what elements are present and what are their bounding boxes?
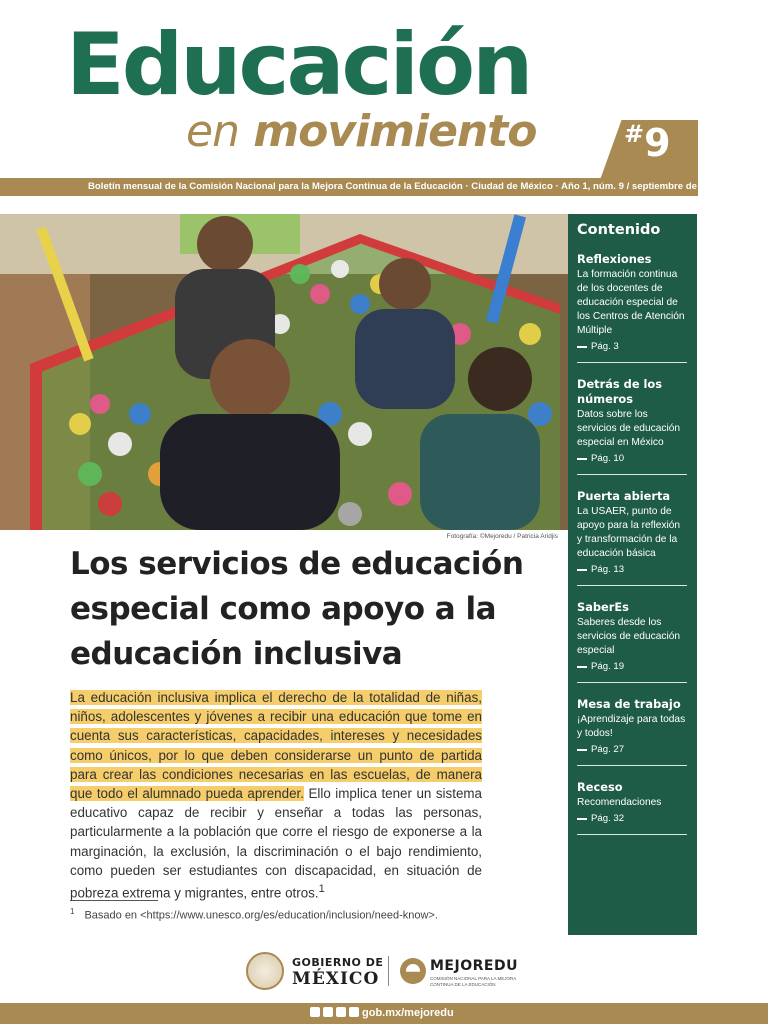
- masthead-subtitle: [186, 106, 537, 157]
- dash-icon: [577, 346, 587, 348]
- footnote-divider: [70, 900, 158, 901]
- page-label: Pág. 19: [591, 661, 625, 672]
- sidebar-title: Contenido: [577, 222, 661, 238]
- subtitle-rest: movimiento: [253, 106, 537, 157]
- subtitle-en: en: [186, 106, 239, 157]
- sidebar-item-reflexiones[interactable]: [577, 252, 687, 363]
- sidebar-item-desc: Datos sobre los servicios de educación especial en México: [577, 409, 681, 448]
- sidebar-item-page: [577, 452, 687, 466]
- sidebar-item-page: [577, 660, 687, 674]
- footnote: [70, 907, 550, 922]
- footnote-number: 1: [70, 907, 75, 916]
- sidebar-item-heading: Mesa de trabajo: [577, 697, 681, 711]
- page-label: Pág. 10: [591, 453, 625, 464]
- article-headline: Los servicios de educación especial como apoyo a la educación inclusiva: [70, 546, 524, 672]
- sidebar-item-heading: SaberEs: [577, 600, 629, 614]
- bulletin-line: Boletín mensual de la Comisión Nacional para la Mejora Continua de la Educación · Ciudad de México · Año 1, núm. 9 / septiembre de 2022: [88, 181, 721, 192]
- sidebar-item-receso[interactable]: [577, 780, 687, 835]
- page-label: Pág. 3: [591, 341, 619, 352]
- contents-sidebar: [568, 214, 697, 935]
- issue-prefix: #: [624, 120, 645, 148]
- sidebar-item-detras-de-los-numeros[interactable]: [577, 377, 687, 475]
- sidebar-item-desc: Saberes desde los servicios de educación especial: [577, 617, 681, 656]
- footnote-ref: 1: [318, 883, 325, 896]
- dash-icon: [577, 458, 587, 460]
- cover-photo-illustration: [0, 214, 568, 530]
- sidebar-item-heading: Receso: [577, 780, 623, 794]
- dash-icon: [577, 818, 587, 820]
- sidebar-item-heading: Reflexiones: [577, 252, 652, 266]
- sidebar-item-desc: La USAER, punto de apoyo para la reflexión y transformación de la educación básica: [577, 506, 681, 559]
- sidebar-item-heading: Puerta abierta: [577, 489, 671, 503]
- body-text-rest: Ello implica tener un sistema educativo capaz de recibir y enseñar a todas las personas, particularmente a la población que corre el riesgo de exponerse a la marginación, la exclusión, la discriminación o el bajo rendimiento, como pueden ser estudiantes con discapacidad, en situación de pobreza extrema y migrantes, entre otros.: [70, 786, 482, 901]
- mejoredu-logo-icon: [400, 958, 426, 984]
- article-body: [70, 688, 482, 903]
- sidebar-item-mesa-de-trabajo[interactable]: [577, 697, 687, 766]
- sidebar-item-heading: Detrás de los números: [577, 377, 663, 406]
- issue-number: [624, 120, 671, 165]
- sidebar-item-page: [577, 812, 687, 826]
- facebook-icon[interactable]: [310, 1007, 320, 1017]
- footer-url[interactable]: gob.mx/mejoredu: [362, 1007, 454, 1019]
- dash-icon: [577, 666, 587, 668]
- youtube-icon[interactable]: [349, 1007, 359, 1017]
- masthead-title: Educación: [66, 15, 531, 115]
- logo-divider: [388, 956, 389, 986]
- sidebar-item-saberes[interactable]: [577, 600, 687, 683]
- dash-icon: [577, 569, 587, 571]
- mejoredu-name: MEJOREDU: [430, 958, 518, 974]
- gob-line1: GOBIERNO DE: [292, 956, 384, 969]
- page-label: Pág. 32: [591, 813, 625, 824]
- sidebar-item-page: [577, 743, 687, 757]
- national-seal-icon: [246, 952, 284, 990]
- sidebar-item-puerta-abierta[interactable]: [577, 489, 687, 586]
- sidebar-item-desc: La formación continua de los docentes de educación especial de los Centros de Atención Múltiple: [577, 269, 685, 336]
- issue-value: 9: [644, 121, 671, 165]
- page-label: Pág. 13: [591, 564, 625, 575]
- highlighted-text: La educación inclusiva implica el derecho de la totalidad de niñas, niños, adolescentes y jóvenes a recibir una educación que tome en cuenta sus características, capacidades, intereses y necesidades como únicos, por lo que deben considerarse un punto de partida para crear las condiciones necesarias en las escuelas, de manera que todo el alumnado pueda aprender.: [70, 690, 482, 802]
- gob-line2: MÉXICO: [292, 969, 380, 989]
- instagram-icon[interactable]: [336, 1007, 346, 1017]
- dash-icon: [577, 749, 587, 751]
- photo-credit: Fotografía: ©Mejoredu / Patricia Aridjis: [446, 533, 558, 540]
- logos-row: [246, 950, 536, 994]
- sidebar-item-page: [577, 340, 687, 354]
- sidebar-item-page: [577, 563, 687, 577]
- footnote-text: Basado en <https://www.unesco.org/es/education/inclusion/need-know>.: [84, 909, 438, 922]
- twitter-icon[interactable]: [323, 1007, 333, 1017]
- sidebar-item-desc: ¡Aprendizaje para todas y todos!: [577, 714, 686, 739]
- social-icons: [310, 1007, 359, 1017]
- mejoredu-tagline: COMISIÓN NACIONAL PARA LA MEJORA CONTINUA DE LA EDUCACIÓN: [430, 976, 517, 987]
- sidebar-item-desc: Recomendaciones: [577, 797, 662, 808]
- cover-photo: [0, 214, 568, 530]
- page-label: Pág. 27: [591, 744, 625, 755]
